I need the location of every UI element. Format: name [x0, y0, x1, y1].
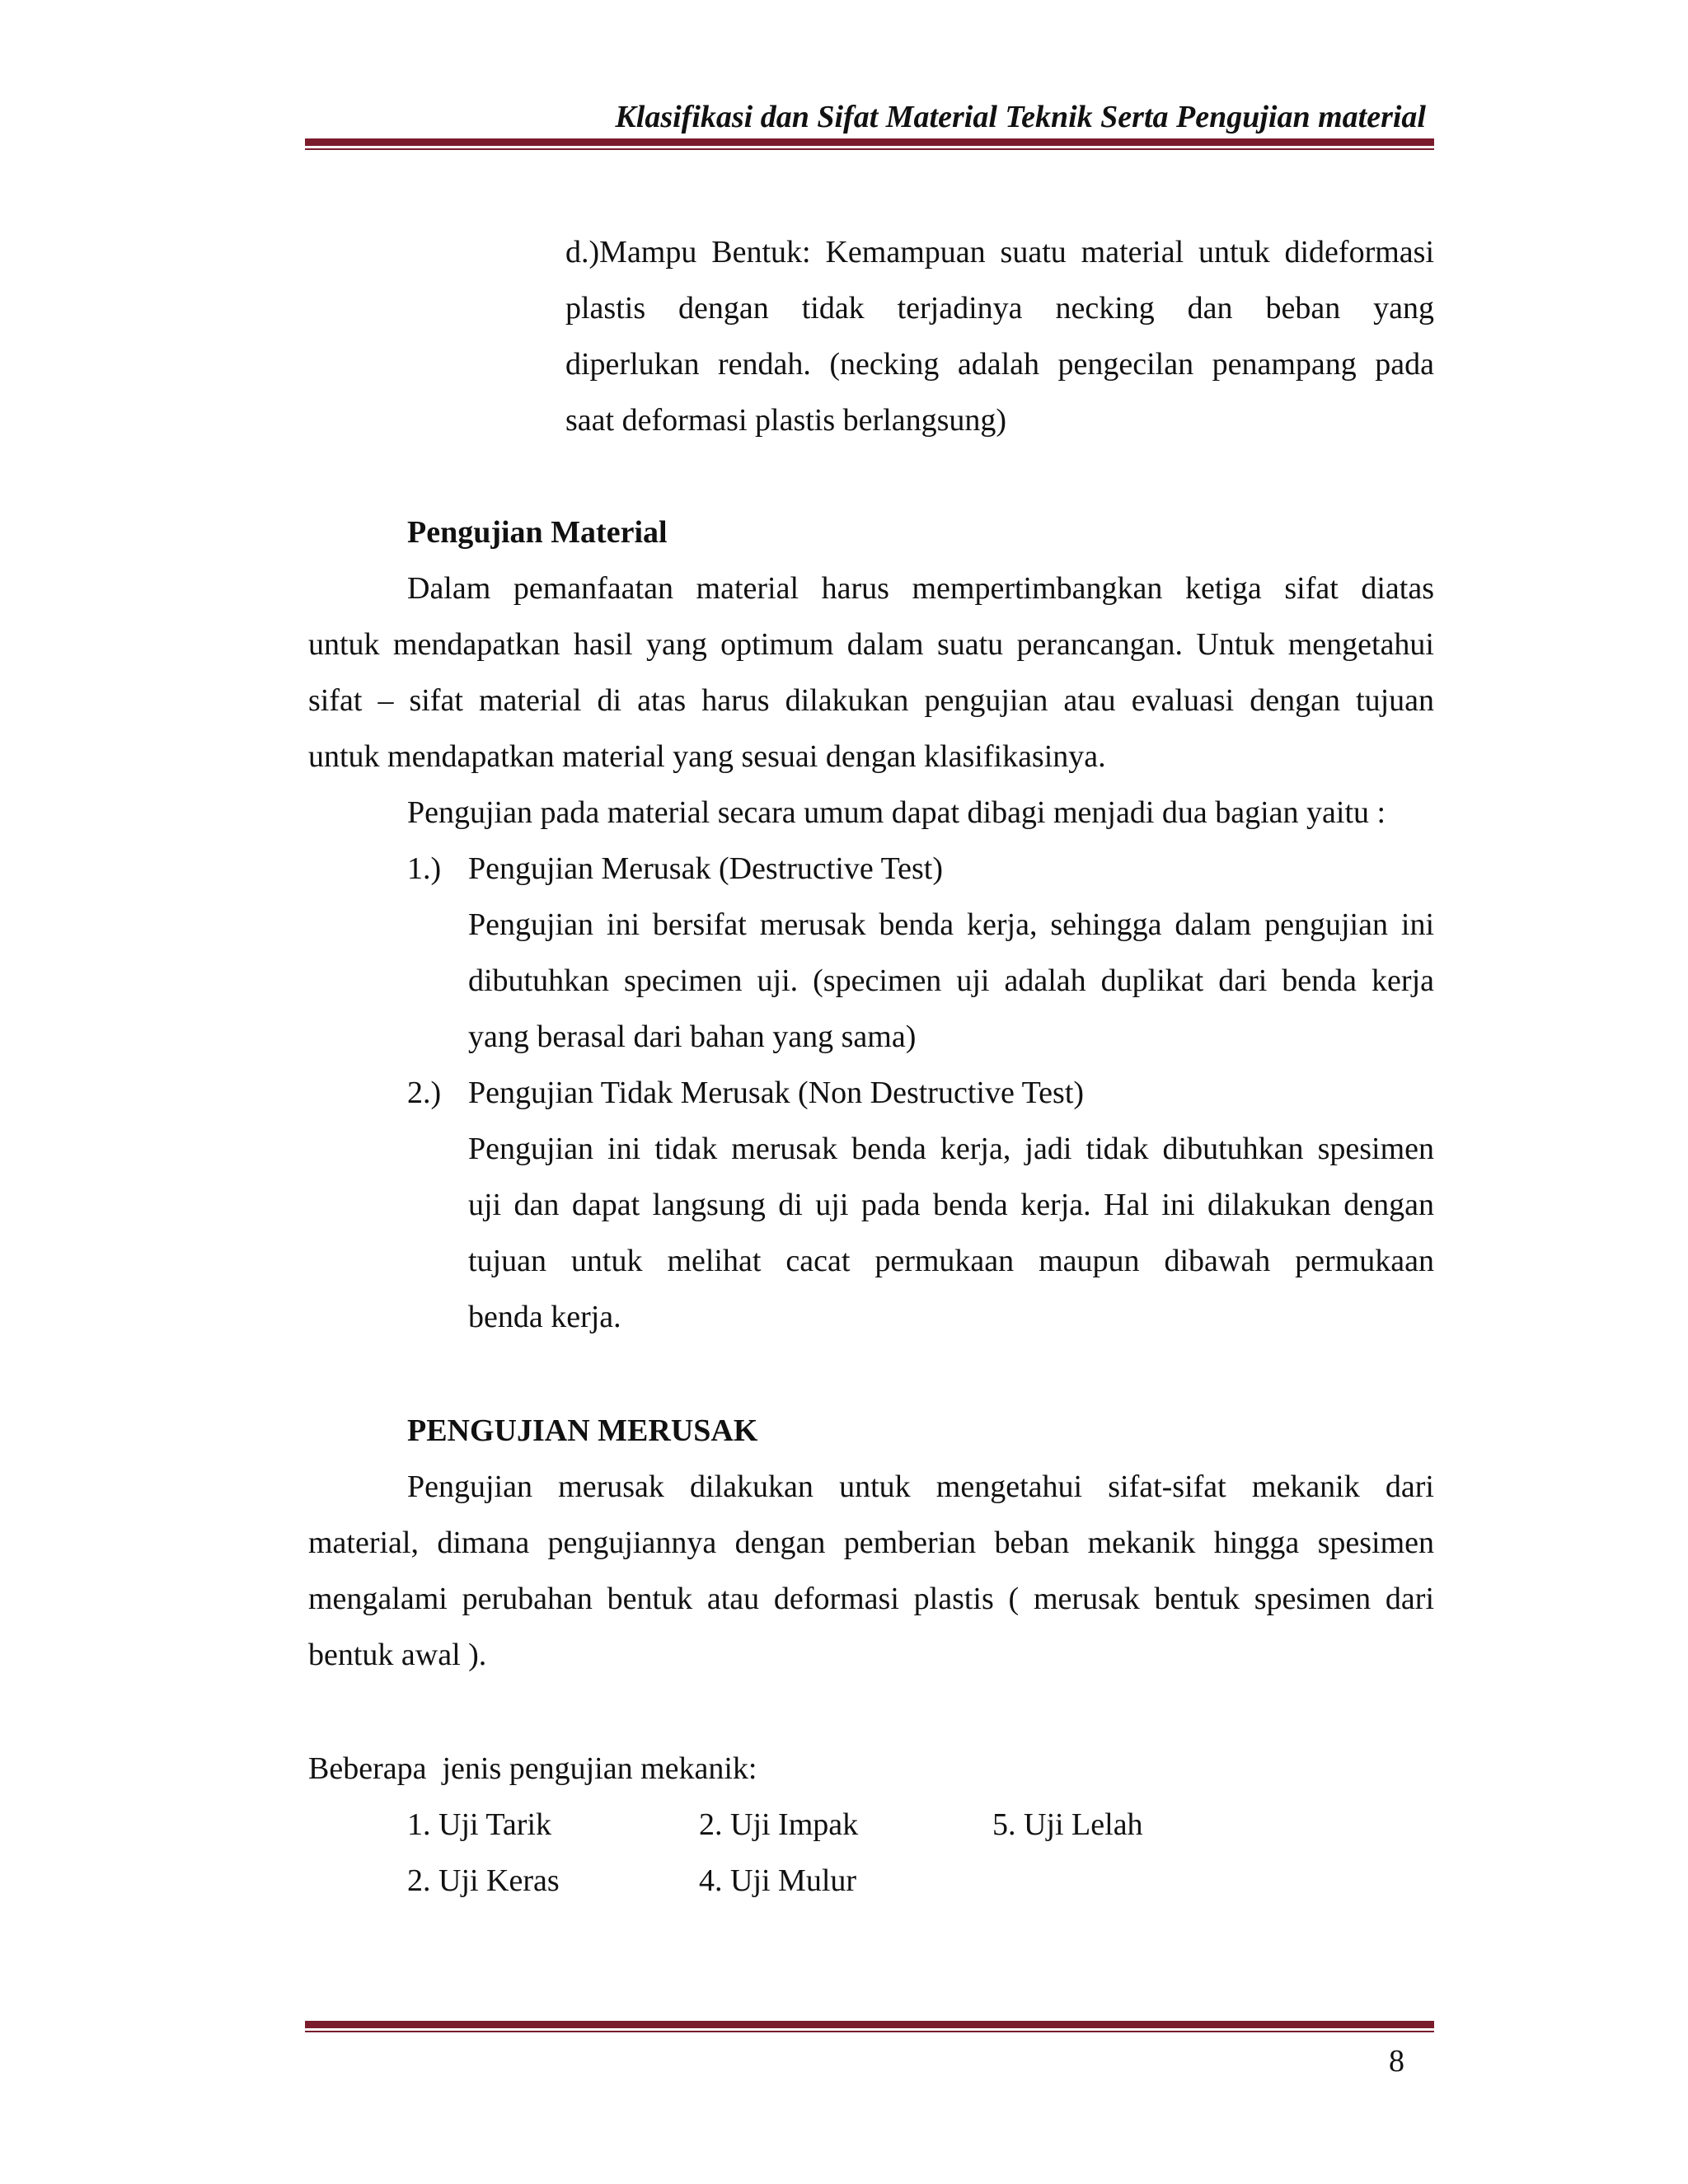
list-item-description — [468, 897, 1434, 1065]
paragraph-line: Pengujian ini bersifat merusak benda kerja, sehingga dalam pengujian ini — [468, 907, 1434, 942]
paragraph-line: untuk mendapatkan hasil yang optimum dalam suatu perancangan. Untuk mengetahui — [308, 627, 1434, 662]
section-heading-pengujian-material: Pengujian Material — [407, 515, 668, 550]
paragraph-line: dibutuhkan specimen uji. (specimen uji adalah duplikat dari benda kerja — [468, 963, 1434, 998]
jenis-pengujian-intro: Beberapa jenis pengujian mekanik: — [308, 1751, 757, 1786]
paragraph-line: uji dan dapat langsung di uji pada benda kerja. Hal ini dilakukan dengan — [468, 1188, 1434, 1222]
list-item-title: Pengujian Tidak Merusak (Non Destructive Test) — [468, 1076, 1085, 1110]
mampu-bentuk-paragraph — [565, 224, 1434, 448]
list-item-number: 2.) — [407, 1076, 442, 1110]
paragraph-line: material, dimana pengujiannya dengan pemberian beban mekanik hingga spesimen — [308, 1526, 1434, 1560]
paragraph-line: mengalami perubahan bentuk atau deformasi plastis ( merusak bentuk spesimen dari — [308, 1582, 1434, 1616]
list-item-description — [468, 1121, 1434, 1345]
paragraph-line: saat deformasi plastis berlangsung) — [565, 403, 1007, 438]
list-item-title: Pengujian Merusak (Destructive Test) — [468, 851, 943, 886]
paragraph-line: plastis dengan tidak terjadinya necking dan beban yang — [565, 291, 1434, 326]
list-item-number: 1.) — [407, 851, 442, 886]
paragraph-line: benda kerja. — [468, 1300, 621, 1334]
footer-rule — [305, 2021, 1434, 2032]
paragraph-line: yang berasal dari bahan yang sama) — [468, 1019, 917, 1054]
paragraph-line: untuk mendapatkan material yang sesuai dengan klasifikasinya. — [308, 739, 1106, 774]
paragraph-line: Pengujian merusak dilakukan untuk mengetahui sifat-sifat mekanik dari — [407, 1469, 1434, 1504]
list-item: 2. Uji Keras — [407, 1863, 560, 1898]
paragraph-line: bentuk awal ). — [308, 1638, 487, 1672]
paragraph-line: diperlukan rendah. (necking adalah pengecilan penampang pada — [565, 347, 1434, 382]
pengujian-intro: Pengujian pada material secara umum dapat dibagi menjadi dua bagian yaitu : — [407, 795, 1386, 830]
list-item: 5. Uji Lelah — [992, 1807, 1143, 1842]
section-heading-pengujian-merusak: PENGUJIAN MERUSAK — [407, 1413, 758, 1448]
running-header-title: Klasifikasi dan Sifat Material Teknik Serta Pengujian material — [615, 100, 1426, 134]
pengujian-merusak-paragraph — [308, 1459, 1434, 1683]
paragraph-line: Pengujian ini tidak merusak benda kerja, jadi tidak dibutuhkan spesimen — [468, 1132, 1434, 1166]
paragraph-line: sifat – sifat material di atas harus dilakukan pengujian atau evaluasi dengan tujuan — [308, 683, 1434, 718]
pengujian-material-paragraph — [308, 560, 1434, 785]
list-item: 4. Uji Mulur — [699, 1863, 857, 1898]
paragraph-line: d.)Mampu Bentuk: Kemampuan suatu material untuk dideformasi — [565, 235, 1434, 269]
paragraph-line: tujuan untuk melihat cacat permukaan maupun dibawah permukaan — [468, 1244, 1434, 1278]
list-item: 1. Uji Tarik — [407, 1807, 552, 1842]
list-item: 2. Uji Impak — [699, 1807, 859, 1842]
paragraph-line: Dalam pemanfaatan material harus mempertimbangkan ketiga sifat diatas — [407, 571, 1434, 606]
page-number: 8 — [1389, 2044, 1404, 2079]
header-rule — [305, 138, 1434, 150]
